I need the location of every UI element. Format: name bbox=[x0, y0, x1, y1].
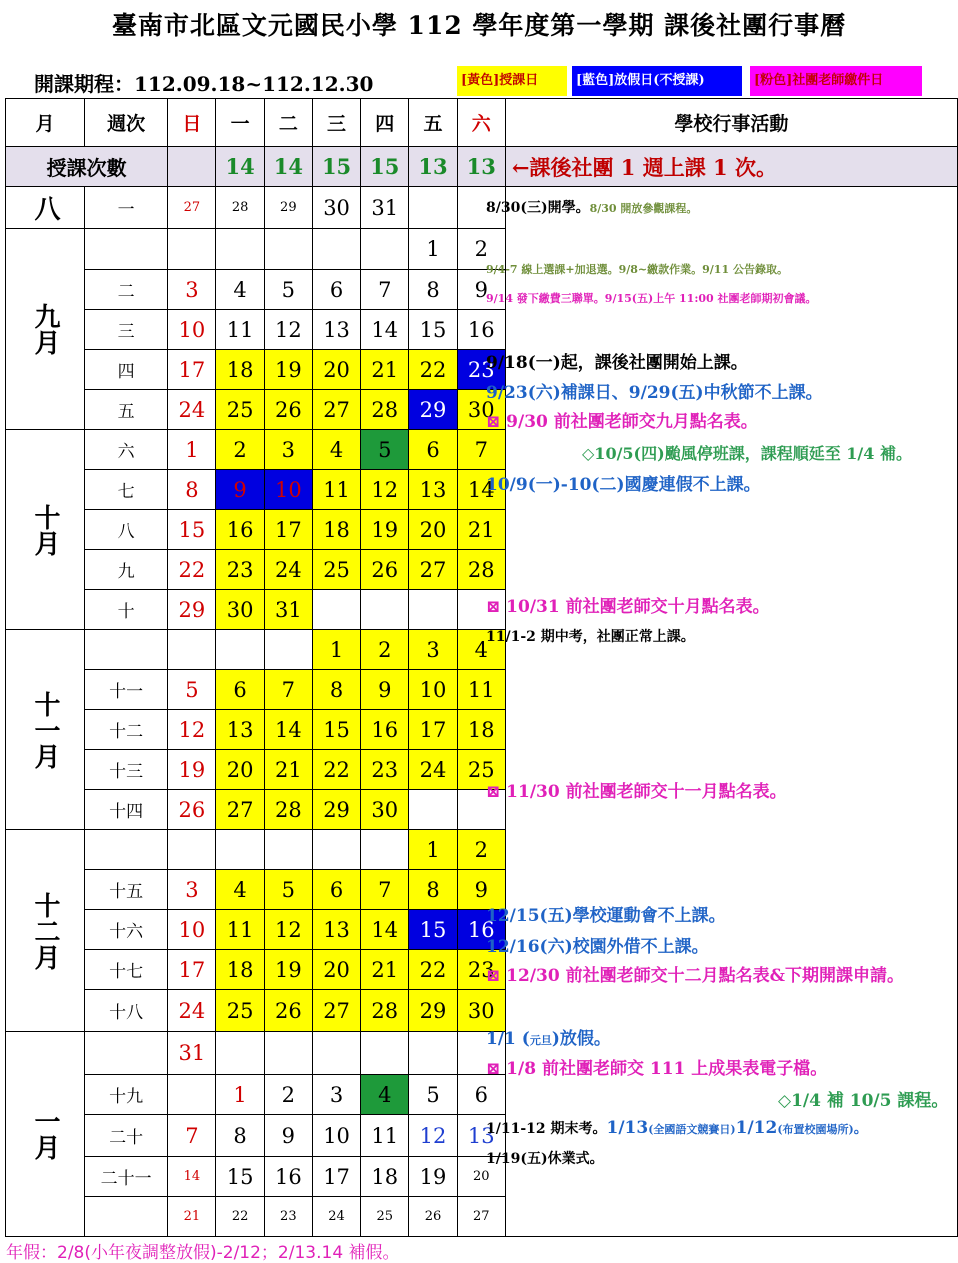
week-label: 四 bbox=[85, 350, 168, 390]
activity-typhoon: ◇10/5(四)颱風停班課，課程順延至 1/4 補。 bbox=[582, 444, 912, 463]
day-cell: 2 bbox=[457, 830, 505, 870]
day-cell: 22 bbox=[168, 550, 216, 590]
header-row bbox=[6, 99, 958, 147]
activity-text: 1/13 bbox=[606, 1118, 649, 1138]
day-cell: 9 bbox=[264, 1115, 312, 1157]
day-cell: 27 bbox=[457, 1197, 505, 1237]
day-cell: 10 bbox=[409, 670, 457, 710]
day-cell: 8 bbox=[312, 670, 360, 710]
count-cell: 15 bbox=[312, 147, 360, 187]
day-cell: 5 bbox=[264, 270, 312, 310]
day-cell: 25 bbox=[216, 390, 264, 430]
day-cell bbox=[264, 830, 312, 870]
day-cell: 24 bbox=[409, 750, 457, 790]
day-cell: 15 bbox=[216, 1157, 264, 1197]
day-cell: 30 bbox=[312, 187, 360, 229]
activity-text: 1/11-12 期末考。 bbox=[486, 1121, 607, 1137]
day-cell: 23 bbox=[457, 350, 505, 390]
day-cell: 25 bbox=[361, 1197, 409, 1237]
day-cell: 11 bbox=[361, 1115, 409, 1157]
day-cell bbox=[361, 590, 409, 630]
header-activities: 學校行事活動 bbox=[505, 99, 957, 147]
week-label: 十九 bbox=[85, 1075, 168, 1115]
day-cell bbox=[361, 830, 409, 870]
week-label: 六 bbox=[85, 430, 168, 470]
day-cell: 3 bbox=[264, 430, 312, 470]
week-label: 十六 bbox=[85, 910, 168, 950]
activity-sports-day: 12/15(五)學校運動會不上課。 bbox=[486, 906, 726, 926]
activity-new-year bbox=[486, 1024, 611, 1049]
week-label: 十一 bbox=[85, 670, 168, 710]
day-cell: 23 bbox=[216, 550, 264, 590]
day-cell bbox=[168, 830, 216, 870]
activity-text: 8/30 開放參觀課程。 bbox=[589, 202, 698, 215]
header-day: 四 bbox=[361, 99, 409, 147]
day-cell: 28 bbox=[361, 390, 409, 430]
header-month: 月 bbox=[6, 99, 85, 147]
day-cell bbox=[168, 1075, 216, 1115]
day-cell: 22 bbox=[312, 750, 360, 790]
day-cell: 13 bbox=[216, 710, 264, 750]
activity-closing: 1/19(五)休業式。 bbox=[486, 1151, 604, 1167]
day-cell: 10 bbox=[312, 1115, 360, 1157]
day-cell: 3 bbox=[168, 870, 216, 910]
day-cell bbox=[361, 1032, 409, 1075]
day-cell: 26 bbox=[409, 1197, 457, 1237]
activity-enrollment: 9/4-7 線上選課+加退選。9/8~繳款作業。9/11 公告錄取。 bbox=[486, 263, 788, 276]
day-cell: 4 bbox=[312, 430, 360, 470]
course-period: 開課期程：112.09.18~112.12.30 bbox=[34, 72, 374, 96]
day-cell: 1 bbox=[216, 1075, 264, 1115]
day-cell: 15 bbox=[312, 710, 360, 750]
month-label: 一月 bbox=[6, 1032, 85, 1237]
count-cell: 14 bbox=[264, 147, 312, 187]
header-day: 三 bbox=[312, 99, 360, 147]
week-label: 二 bbox=[85, 270, 168, 310]
day-cell: 10 bbox=[264, 470, 312, 510]
day-cell bbox=[264, 630, 312, 670]
day-cell: 4 bbox=[361, 1075, 409, 1115]
day-cell: 11 bbox=[312, 470, 360, 510]
day-cell: 18 bbox=[312, 510, 360, 550]
activity-text: 1/12 bbox=[735, 1118, 778, 1138]
day-cell bbox=[409, 790, 457, 830]
day-cell: 27 bbox=[168, 187, 216, 229]
day-cell: 5 bbox=[361, 430, 409, 470]
day-cell bbox=[409, 1032, 457, 1075]
week-label: 五 bbox=[85, 390, 168, 430]
day-cell bbox=[168, 630, 216, 670]
day-cell: 7 bbox=[361, 270, 409, 310]
header-day: 日 bbox=[168, 99, 216, 147]
week-label: 二十一 bbox=[85, 1157, 168, 1197]
week-label: 十七 bbox=[85, 950, 168, 990]
day-cell: 8 bbox=[409, 270, 457, 310]
day-cell: 20 bbox=[216, 750, 264, 790]
day-cell: 9 bbox=[457, 870, 505, 910]
activity-text: (全國語文競賽日) bbox=[648, 1123, 736, 1136]
day-cell: 28 bbox=[457, 550, 505, 590]
activity-oct-roll: ⊠ 10/31 前社團老師交十月點名表。 bbox=[486, 597, 770, 617]
day-cell: 30 bbox=[457, 390, 505, 430]
count-cell: 15 bbox=[361, 147, 409, 187]
day-cell: 5 bbox=[264, 870, 312, 910]
day-cell: 17 bbox=[168, 950, 216, 990]
count-cell: 13 bbox=[457, 147, 505, 187]
legend-holiday: [藍色]放假日(不授課) bbox=[572, 66, 742, 96]
activity-national-day: 10/9(一)-10(二)國慶連假不上課。 bbox=[486, 475, 761, 495]
day-cell: 11 bbox=[216, 910, 264, 950]
day-cell: 22 bbox=[409, 950, 457, 990]
day-cell: 3 bbox=[168, 270, 216, 310]
calendar-row bbox=[6, 187, 958, 229]
day-cell bbox=[216, 830, 264, 870]
day-cell: 6 bbox=[312, 870, 360, 910]
day-cell: 15 bbox=[168, 510, 216, 550]
day-cell bbox=[312, 590, 360, 630]
day-cell: 13 bbox=[409, 470, 457, 510]
day-cell: 29 bbox=[168, 590, 216, 630]
day-cell: 14 bbox=[361, 910, 409, 950]
day-cell: 29 bbox=[264, 187, 312, 229]
week-label: 十五 bbox=[85, 870, 168, 910]
day-cell: 21 bbox=[168, 1197, 216, 1237]
week-label: 十四 bbox=[85, 790, 168, 830]
week-label: 十三 bbox=[85, 750, 168, 790]
day-cell: 17 bbox=[312, 1157, 360, 1197]
day-cell: 2 bbox=[457, 229, 505, 270]
footer-new-year-break: 年假：2/8(小年夜調整放假)-2/12；2/13.14 補假。 bbox=[6, 1243, 400, 1263]
activity-sept-roll: ⊠ 9/30 前社團老師交九月點名表。 bbox=[486, 412, 758, 432]
day-cell: 9 bbox=[361, 670, 409, 710]
day-cell: 17 bbox=[168, 350, 216, 390]
day-cell bbox=[409, 187, 457, 229]
day-cell: 26 bbox=[168, 790, 216, 830]
activity-dec-roll: ⊠ 12/30 前社團老師交十二月點名表&下期開課申請。 bbox=[486, 966, 904, 986]
day-cell: 24 bbox=[312, 1197, 360, 1237]
day-cell: 13 bbox=[457, 1115, 505, 1157]
day-cell: 17 bbox=[409, 710, 457, 750]
activity-text: (布置校園場所) bbox=[777, 1123, 854, 1136]
day-cell: 16 bbox=[361, 710, 409, 750]
day-cell: 11 bbox=[457, 670, 505, 710]
day-cell: 12 bbox=[409, 1115, 457, 1157]
day-cell: 1 bbox=[409, 229, 457, 270]
day-cell: 17 bbox=[264, 510, 312, 550]
activity-fee-meeting: 9/14 發下繳費三聯單。9/15(五)上午 11:00 社團老師期初會議。 bbox=[486, 292, 817, 305]
day-cell: 4 bbox=[457, 630, 505, 670]
legend-submission-day: [粉色]社團老師繳件日 bbox=[750, 66, 922, 96]
day-cell: 5 bbox=[409, 1075, 457, 1115]
week-label: 七 bbox=[85, 470, 168, 510]
day-cell: 15 bbox=[409, 310, 457, 350]
activity-final-exam bbox=[486, 1118, 868, 1138]
week-label bbox=[85, 229, 168, 270]
day-cell: 24 bbox=[168, 390, 216, 430]
day-cell: 21 bbox=[361, 950, 409, 990]
day-cell: 11 bbox=[216, 310, 264, 350]
day-cell: 30 bbox=[457, 990, 505, 1032]
day-cell: 9 bbox=[216, 470, 264, 510]
page-title: 臺南市北區文元國民小學 112 學年度第一學期 課後社團行事曆 bbox=[111, 11, 847, 40]
day-cell: 27 bbox=[312, 390, 360, 430]
day-cell: 7 bbox=[457, 430, 505, 470]
day-cell bbox=[216, 630, 264, 670]
week-label: 十八 bbox=[85, 990, 168, 1032]
day-cell: 9 bbox=[457, 270, 505, 310]
day-cell bbox=[264, 229, 312, 270]
day-cell: 2 bbox=[216, 430, 264, 470]
header-day: 一 bbox=[216, 99, 264, 147]
day-cell: 5 bbox=[168, 670, 216, 710]
week-label bbox=[85, 1197, 168, 1237]
day-cell: 8 bbox=[409, 870, 457, 910]
day-cell: 12 bbox=[264, 910, 312, 950]
day-cell: 1 bbox=[168, 430, 216, 470]
day-cell: 28 bbox=[361, 990, 409, 1032]
month-label: 十月 bbox=[6, 430, 85, 630]
day-cell: 22 bbox=[216, 1197, 264, 1237]
week-label bbox=[85, 630, 168, 670]
day-cell: 19 bbox=[361, 510, 409, 550]
day-cell: 26 bbox=[361, 550, 409, 590]
day-cell: 18 bbox=[457, 710, 505, 750]
activity-makeup-1004: ◇1/4 補 10/5 課程。 bbox=[778, 1091, 949, 1111]
header-day: 二 bbox=[264, 99, 312, 147]
day-cell: 27 bbox=[312, 990, 360, 1032]
day-cell: 12 bbox=[168, 710, 216, 750]
day-cell: 14 bbox=[361, 310, 409, 350]
week-label bbox=[85, 830, 168, 870]
month-label: 八 bbox=[6, 187, 85, 229]
day-cell: 12 bbox=[361, 470, 409, 510]
count-row bbox=[6, 147, 958, 187]
day-cell: 2 bbox=[264, 1075, 312, 1115]
day-cell: 25 bbox=[312, 550, 360, 590]
day-cell bbox=[168, 229, 216, 270]
header-week: 週次 bbox=[85, 99, 168, 147]
week-label: 一 bbox=[85, 187, 168, 229]
day-cell: 26 bbox=[264, 390, 312, 430]
day-cell: 23 bbox=[264, 1197, 312, 1237]
day-cell: 6 bbox=[216, 670, 264, 710]
day-cell: 26 bbox=[264, 990, 312, 1032]
day-cell: 24 bbox=[264, 550, 312, 590]
day-cell: 18 bbox=[216, 350, 264, 390]
legend-teaching-day: [黃色]授課日 bbox=[457, 66, 567, 96]
day-cell: 18 bbox=[216, 950, 264, 990]
activity-nov-roll: ⊠ 11/30 前社團老師交十一月點名表。 bbox=[486, 782, 787, 802]
day-cell: 30 bbox=[216, 590, 264, 630]
day-cell: 19 bbox=[264, 950, 312, 990]
day-cell: 19 bbox=[264, 350, 312, 390]
day-cell: 14 bbox=[264, 710, 312, 750]
day-cell: 16 bbox=[216, 510, 264, 550]
day-cell: 4 bbox=[216, 270, 264, 310]
day-cell: 20 bbox=[409, 510, 457, 550]
day-cell: 7 bbox=[361, 870, 409, 910]
activity-opening bbox=[486, 197, 697, 217]
activity-results-file: ⊠ 1/8 前社團老師交 111 上成果表電子檔。 bbox=[486, 1059, 828, 1079]
day-cell: 24 bbox=[168, 990, 216, 1032]
day-cell: 21 bbox=[457, 510, 505, 550]
day-cell: 14 bbox=[168, 1157, 216, 1197]
activity-text: 8/30(三)開學。 bbox=[486, 200, 590, 216]
day-cell: 16 bbox=[264, 1157, 312, 1197]
day-cell: 3 bbox=[409, 630, 457, 670]
day-cell: 31 bbox=[264, 590, 312, 630]
week-label bbox=[85, 1032, 168, 1075]
day-cell: 25 bbox=[216, 990, 264, 1032]
month-label: 十二月 bbox=[6, 830, 85, 1032]
activity-club-start: 9/18(一)起，課後社團開始上課。 bbox=[486, 353, 748, 373]
count-cell: 14 bbox=[216, 147, 264, 187]
day-cell: 10 bbox=[168, 310, 216, 350]
header-day: 五 bbox=[409, 99, 457, 147]
day-cell: 16 bbox=[457, 310, 505, 350]
activity-text: 元旦 bbox=[529, 1034, 552, 1047]
day-cell: 23 bbox=[361, 750, 409, 790]
day-cell bbox=[312, 229, 360, 270]
day-cell: 21 bbox=[264, 750, 312, 790]
day-cell: 28 bbox=[216, 187, 264, 229]
day-cell: 29 bbox=[409, 390, 457, 430]
day-cell: 23 bbox=[457, 950, 505, 990]
day-cell: 10 bbox=[168, 910, 216, 950]
day-cell: 16 bbox=[457, 910, 505, 950]
day-cell: 13 bbox=[312, 310, 360, 350]
day-cell: 31 bbox=[168, 1032, 216, 1075]
day-cell: 6 bbox=[409, 430, 457, 470]
week-label: 八 bbox=[85, 510, 168, 550]
day-cell: 1 bbox=[312, 630, 360, 670]
day-cell: 3 bbox=[312, 1075, 360, 1115]
count-cell bbox=[168, 147, 216, 187]
week-label: 九 bbox=[85, 550, 168, 590]
day-cell: 20 bbox=[312, 950, 360, 990]
day-cell: 21 bbox=[361, 350, 409, 390]
count-cell: 13 bbox=[409, 147, 457, 187]
day-cell bbox=[409, 590, 457, 630]
day-cell: 19 bbox=[409, 1157, 457, 1197]
activity-text: 1/1 ( bbox=[486, 1029, 530, 1049]
day-cell: 1 bbox=[409, 830, 457, 870]
day-cell: 27 bbox=[409, 550, 457, 590]
month-label: 十一月 bbox=[6, 630, 85, 830]
activity-makeup-holiday: 9/23(六)補課日、9/29(五)中秋節不上課。 bbox=[486, 383, 823, 403]
week-label: 二十 bbox=[85, 1115, 168, 1157]
day-cell: 8 bbox=[216, 1115, 264, 1157]
day-cell: 22 bbox=[409, 350, 457, 390]
day-cell bbox=[361, 229, 409, 270]
activity-text: )放假。 bbox=[551, 1029, 611, 1049]
count-note: ←課後社團 1 週上課 1 次。 bbox=[505, 147, 957, 187]
activity-campus-rental: 12/16(六)校園外借不上課。 bbox=[486, 937, 709, 957]
day-cell bbox=[264, 1032, 312, 1075]
day-cell: 25 bbox=[457, 750, 505, 790]
day-cell: 31 bbox=[361, 187, 409, 229]
count-label: 授課次數 bbox=[6, 147, 168, 187]
activity-midterm: 11/1-2 期中考，社團正常上課。 bbox=[486, 629, 695, 645]
activity-text: 。 bbox=[853, 1121, 868, 1137]
activities-column bbox=[505, 187, 957, 1237]
day-cell: 27 bbox=[216, 790, 264, 830]
day-cell: 15 bbox=[409, 910, 457, 950]
day-cell bbox=[312, 1032, 360, 1075]
day-cell: 18 bbox=[361, 1157, 409, 1197]
day-cell: 20 bbox=[312, 350, 360, 390]
day-cell: 14 bbox=[457, 470, 505, 510]
day-cell bbox=[216, 229, 264, 270]
week-label: 十二 bbox=[85, 710, 168, 750]
day-cell: 6 bbox=[312, 270, 360, 310]
header-day: 六 bbox=[457, 99, 505, 147]
day-cell: 12 bbox=[264, 310, 312, 350]
day-cell: 7 bbox=[168, 1115, 216, 1157]
day-cell: 6 bbox=[457, 1075, 505, 1115]
day-cell: 7 bbox=[264, 670, 312, 710]
day-cell: 20 bbox=[457, 1157, 505, 1197]
day-cell: 30 bbox=[361, 790, 409, 830]
day-cell bbox=[216, 1032, 264, 1075]
month-label: 九月 bbox=[6, 229, 85, 430]
day-cell: 19 bbox=[168, 750, 216, 790]
week-label: 三 bbox=[85, 310, 168, 350]
day-cell: 13 bbox=[312, 910, 360, 950]
day-cell: 2 bbox=[361, 630, 409, 670]
day-cell: 28 bbox=[264, 790, 312, 830]
day-cell: 4 bbox=[216, 870, 264, 910]
week-label: 十 bbox=[85, 590, 168, 630]
day-cell bbox=[312, 830, 360, 870]
day-cell: 29 bbox=[312, 790, 360, 830]
day-cell: 8 bbox=[168, 470, 216, 510]
day-cell: 29 bbox=[409, 990, 457, 1032]
